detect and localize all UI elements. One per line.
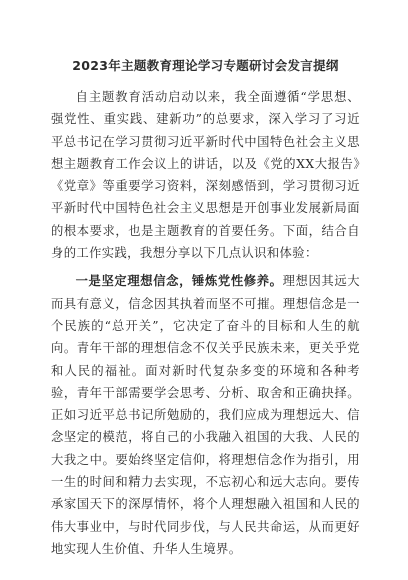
document-title: 2023年主题教育理论学习专题研讨会发言提纲 xyxy=(72,58,339,73)
section-one-body: 理想因其远大而具有意义，信念因其执着而坚不可摧。理想信念是一个民族的“总开关”，它决定了奋斗的目标和人生的航向。青年干部的理想信念不仅关乎民族未来，更关乎党和人民的福祉。面对新时代复杂多变的环境和各种考验，青年干部需要学会思考、分析、取舍和正确抉择。正如习近平总书记所勉励的，我们应成为理想远大、信念坚定的模范，将自己的小我融入祖国的大我、人民的大我之中。要始终坚定信仰，将理想信念作为指引，用一生的时间和精力去实现，不忘初心和远大志向。要传承家国天下的深厚情怀，将个人理想融入祖国和人民的伟大事业中，与时代同步伐，与人民共命运，从而更好地实现人生价值、升华人生境界。 xyxy=(51,274,360,556)
section-one-paragraph xyxy=(51,270,360,560)
section-one-heading: 一是坚定理想信念，锤炼党性修养。 xyxy=(75,274,283,289)
intro-paragraph: 自主题教育活动启动以来，我全面遵循“学思想、强党性、重实践、建新功”的总要求，深入学习了习近平总书记在学习贯彻习近平新时代中国特色社会主义思想主题教育工作会议上的讲话，以及《党的XX大报告》《党章》等重要学习资料，深刻感悟到，学习贯彻习近平新时代中国特色社会主义思想是开创事业发展新局面的根本要求，也是主题教育的首要任务。下面，结合自身的工作实践，我想分享以下几点认识和体验： xyxy=(51,90,360,261)
